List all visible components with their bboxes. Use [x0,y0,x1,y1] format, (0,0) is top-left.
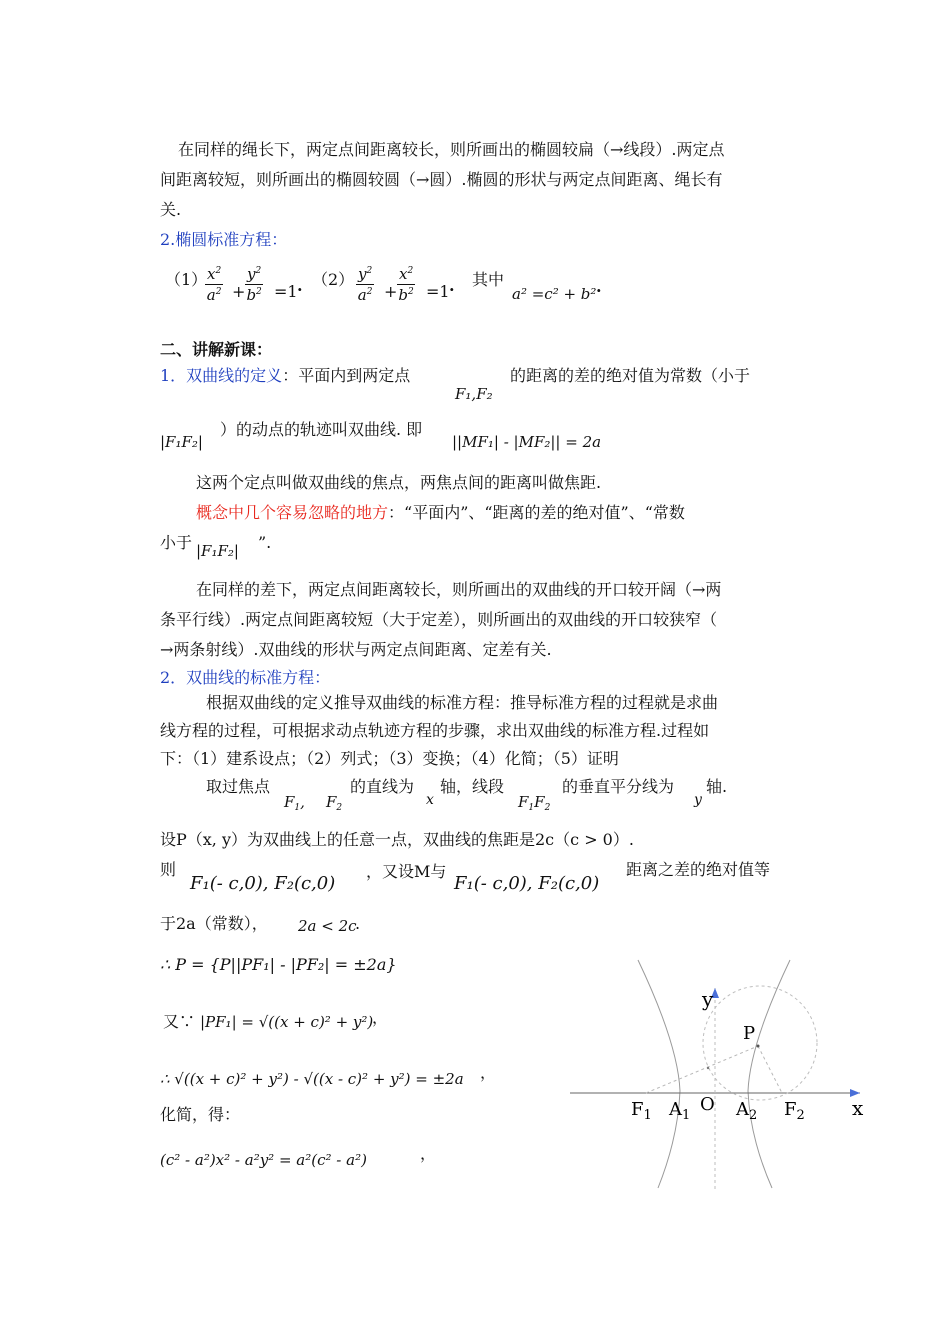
std-line-4a: 取过焦点 [206,777,271,796]
ellipse-equation-heading: 2.椭圆标准方程： [160,230,288,249]
label-o: O [700,1094,715,1115]
std-line-7-inequality: 2a < 2c [298,917,357,935]
std-line-4-f1f2: $F_1F_2$ [518,793,551,813]
hyperbola-shape-line-3: →两条射线）.双曲线的形状与两定点间距离、定差有关. [160,640,552,659]
definition-text-3: ）的动点的轨迹叫双曲线. 即 [220,420,423,439]
definition-label: 1．双曲线的定义 [160,366,283,385]
standard-equation-heading: 2．双曲线的标准方程： [160,668,331,687]
std-line-7c: . [355,914,361,933]
label-p: P [743,1023,756,1044]
ellipse-eq-1-frac-y: $\frac{y^2}{b^2}$ [246,265,262,304]
simplify-label: 化简，得： [160,1105,241,1124]
std-line-3: 下：（1）建系设点；（2）列式；（3）变换；（4）化简；（5）证明 [160,749,619,768]
definition-foci-symbols: F₁,F₂ [455,385,493,403]
ellipse-shape-line-3: 关. [160,200,182,219]
std-line-4e: 轴. [706,777,728,796]
ellipse-eq-label-1: （1） [165,270,208,289]
ellipse-eq-1-plus: + [232,282,246,301]
eq2-comma: ， [372,1008,389,1027]
section-two-heading: 二、讲解新课： [160,340,273,359]
note-red-text: 概念中几个容易忽略的地方 [196,503,389,522]
definition-text-2: 的距离的差的绝对值为常数（小于 [510,366,751,385]
std-line-5: 设P（x, y）为双曲线上的任意一点，双曲线的焦距是2c（c > 0）. [160,830,634,849]
std-line-4-f2: $F_2$ [326,793,343,813]
std-line-6e: 距离之差的绝对值等 [626,860,771,879]
hyperbola-shape-line-1: 在同样的差下，两定点间距离较长，则所画出的双曲线的开口较开阔（→两 [196,580,722,599]
hyperbola-right-branch [748,960,790,1188]
hyperbola-shape-line-2: 条平行线）.两定点间距离较短（大于定差），则所画出的双曲线的开口较狭窄（ [160,610,718,629]
label-f2: $F_2$ [784,1099,805,1123]
ellipse-relation-dot: . [596,277,602,296]
eq2-pf1: |PF₁| = √((x + c)² + y²) [200,1013,374,1031]
ellipse-eq-1-rhs: =1 [274,282,298,301]
eq2-youyin: 又∵ [163,1012,196,1031]
std-line-4b: 的直线为 [350,777,415,796]
ellipse-eq-1-dot: . [297,276,303,295]
eq4-comma: ， [420,1144,437,1163]
std-line-6a: 则 [160,860,177,879]
ellipse-eq-2-frac-x: $\frac{x^2}{b^2}$ [398,265,414,304]
std-line-7a: 于2a（常数）， [160,914,268,933]
auxiliary-circle [703,986,817,1100]
equation-set-p: ∴ P = {P||PF₁| - |PF₂| = ±2a} [160,955,397,974]
ellipse-eq-2-plus: + [384,282,398,301]
definition-text-1: ：平面内到两定点 [282,366,411,385]
std-line-4-y: y [694,792,702,808]
ellipse-eq-2-frac-y: $\frac{y^2}{a^2}$ [357,265,373,304]
ellipse-shape-line-1: 在同样的绳长下，两定点间距离较长，则所画出的椭圆较扁（→线段）.两定点 [178,140,725,159]
hyperbola-left-branch [638,960,680,1188]
note-line-2-label: 小于 [160,533,193,552]
note-abs-f1f2: |F₁F₂| [196,542,239,560]
note-rest-text: ：“平面内”、“距离的差的绝对值”、“常数 [388,503,685,522]
ellipse-abc-relation: a² =c² + b² [512,285,597,303]
std-line-4-x: x [426,792,434,808]
ellipse-eq-label-2: （2） [312,270,355,289]
std-line-6c: ，又设M与 [366,862,447,881]
ellipse-eq-2-rhs: =1 [426,282,450,301]
definition-equation: ||MF₁| - |MF₂|| = 2a [452,433,602,451]
segment-pf1 [646,1046,758,1093]
ellipse-qizhong: 其中 [472,270,505,289]
std-line-6-foci-2: F₁(- c,0), F₂(c,0) [454,873,600,894]
eq3-comma: ， [480,1063,497,1082]
label-a1: $A_1$ [669,1099,691,1123]
point-p-marker [757,1045,760,1048]
ellipse-eq-1-frac-x: $\frac{x^2}{a^2}$ [206,265,222,304]
label-y: y [702,987,714,1011]
eq3-difference: ∴ √((x + c)² + y²) - √((x - c)² + y²) = ±2a [160,1070,464,1088]
label-a2: $A_2$ [736,1099,758,1123]
label-x: x [852,1096,864,1120]
definition-abs-f1f2: |F₁F₂| [160,433,203,451]
segment-pf2 [758,1046,782,1093]
std-line-1: 根据双曲线的定义推导双曲线的标准方程：推导标准方程的过程就是求曲 [206,693,719,712]
std-line-4c: 轴，线段 [440,777,505,796]
focus-definition-line: 这两个定点叫做双曲线的焦点，两焦点间的距离叫做焦距. [196,473,602,492]
eq4-simplified: (c² - a²)x² - a²y² = a²(c² - a²) [160,1151,367,1169]
ellipse-eq-2-dot: . [449,276,455,295]
hyperbola-diagram [560,958,870,1193]
note-line-1 [196,503,685,523]
std-line-2: 线方程的过程，可根据求动点轨迹方程的步骤，求出双曲线的标准方程.过程如 [160,721,710,740]
std-line-4d: 的垂直平分线为 [562,777,675,796]
hyperbola-definition-line-1 [160,366,410,386]
note-end-quote: ”. [258,533,272,552]
point-marker [707,1067,709,1069]
std-line-4-f1: $F_1$, [284,793,305,813]
std-line-6-foci-1: F₁(- c,0), F₂(c,0) [190,873,336,894]
label-f1: $F_1$ [631,1099,652,1123]
ellipse-shape-line-2: 间距离较短，则所画出的椭圆较圆（→圆）.椭圆的形状与两定点间距离、绳长有 [160,170,723,189]
